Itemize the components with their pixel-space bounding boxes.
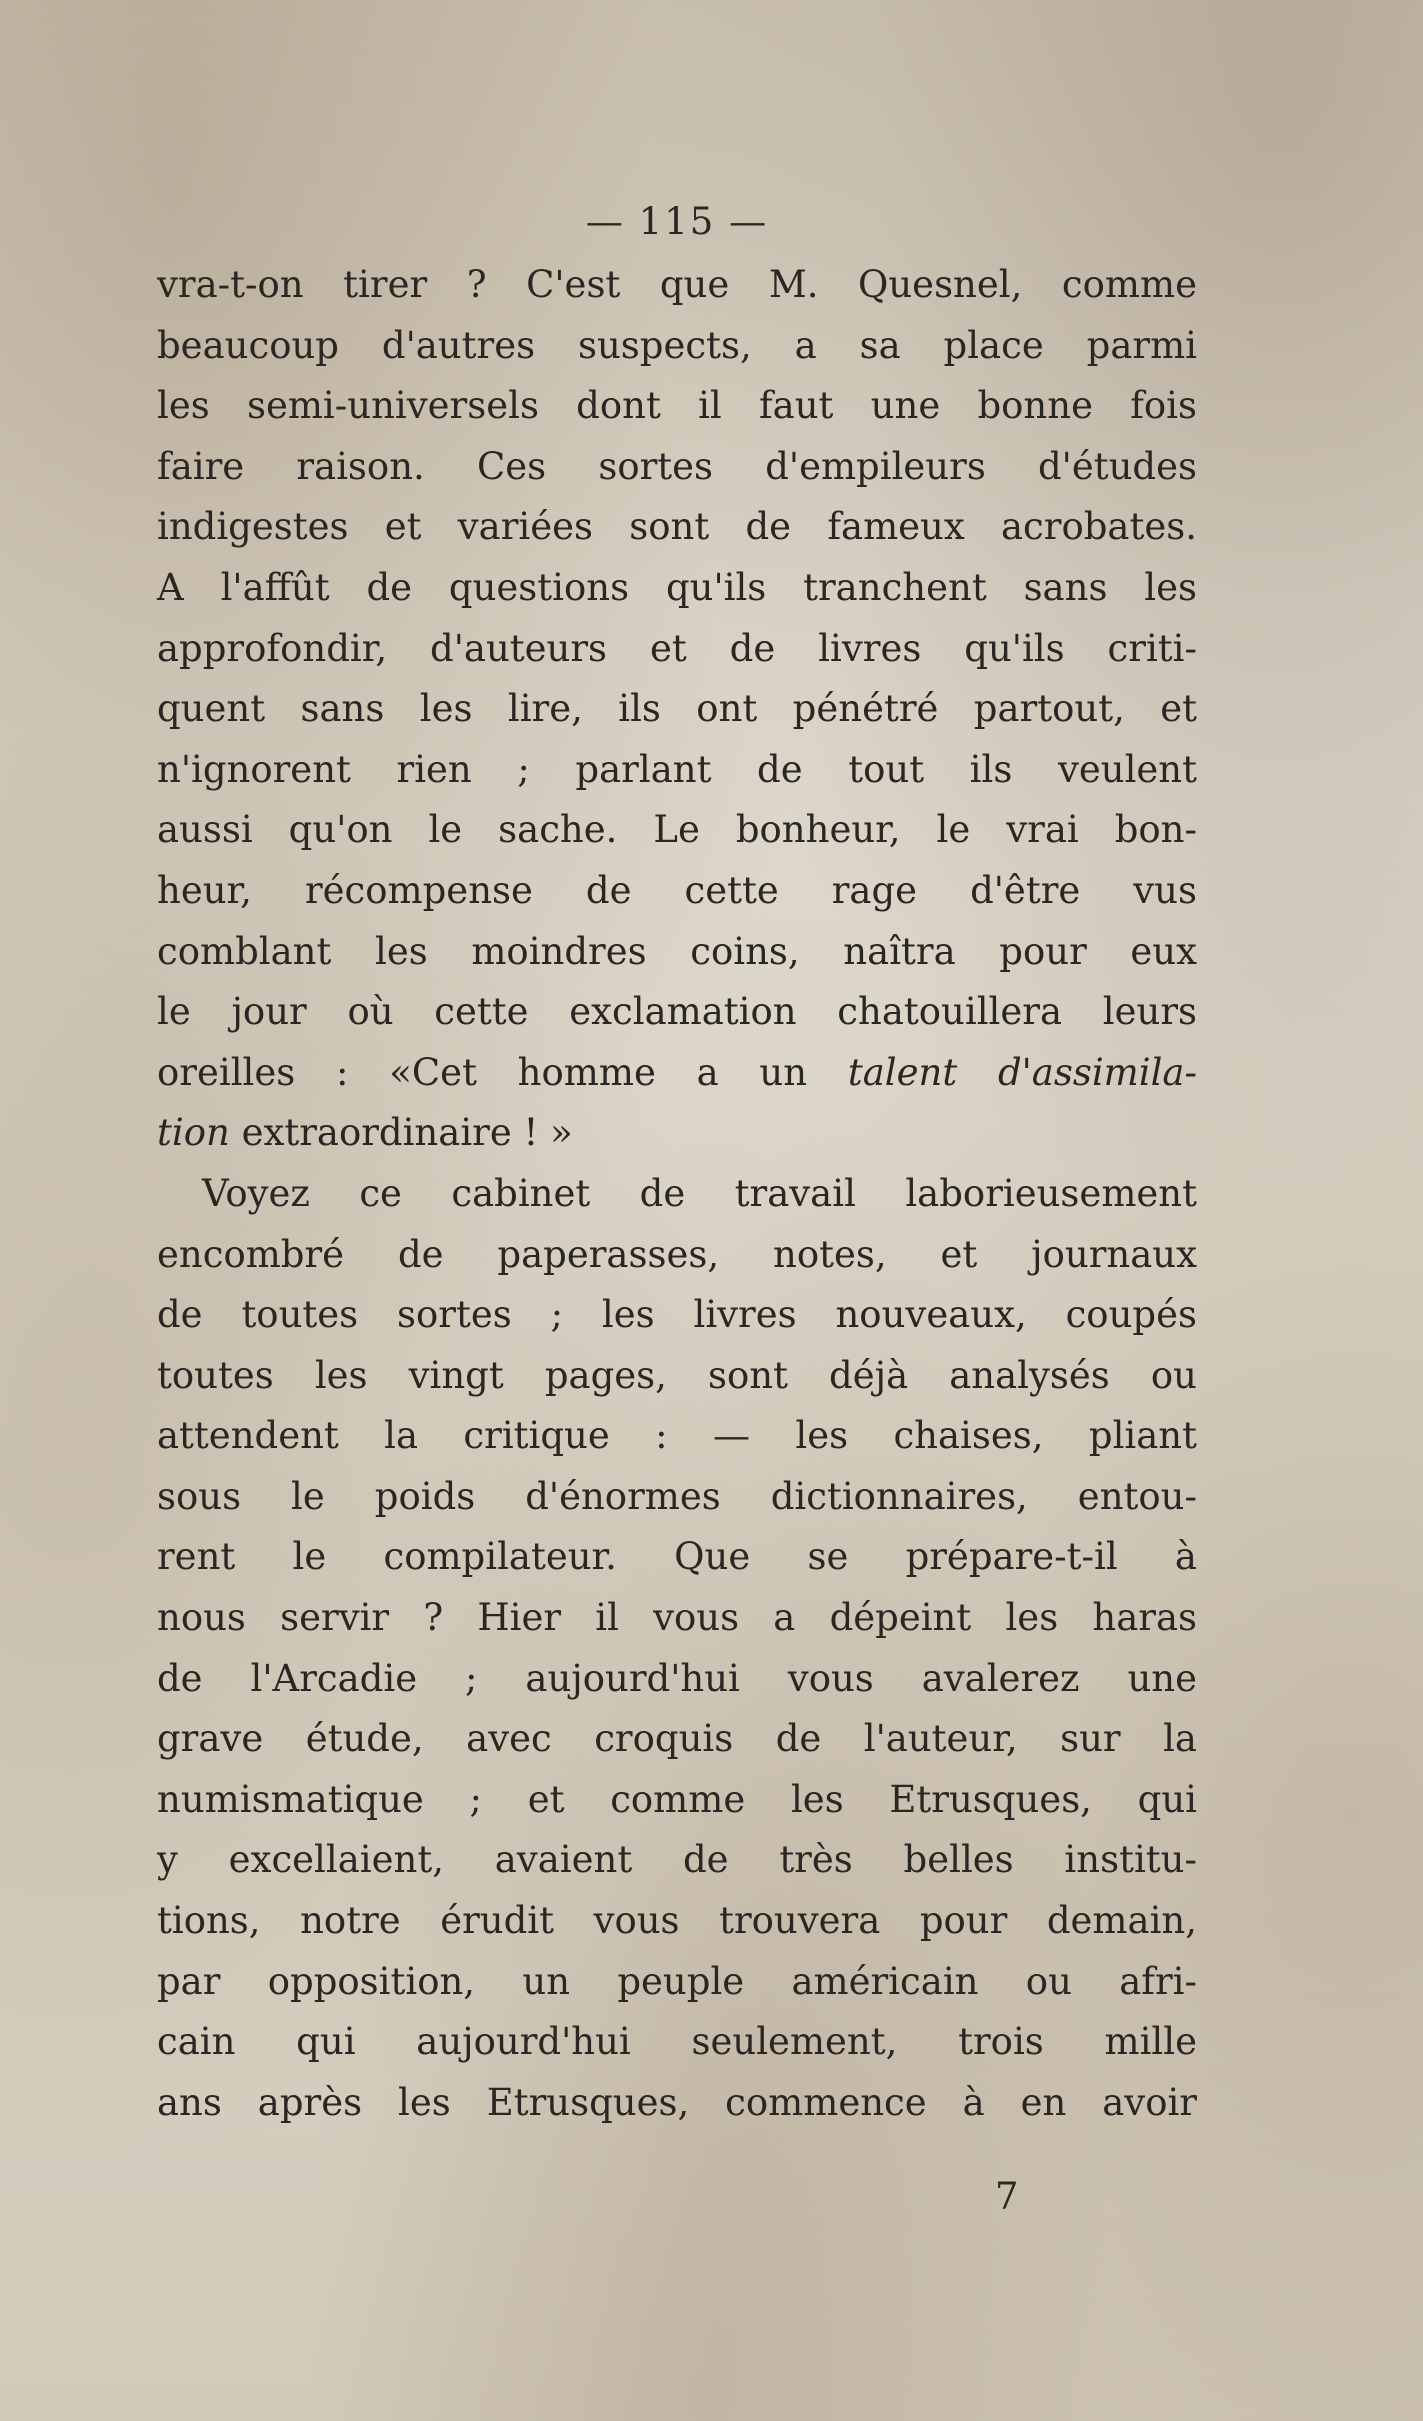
italic-phrase-end: tion — [157, 1111, 230, 1155]
text-line: ans après les Etrusques, commence à en avoir — [157, 2080, 1197, 2124]
text-line: vra-t-on tirer ? C'est que M. Quesnel, comme — [157, 263, 1197, 306]
text-line: indigestes et variées sont de fameux acrobates. — [157, 505, 1197, 549]
text-line-prefix: oreilles : «Cet homme a un — [157, 1050, 848, 1094]
text-line: approfondir, d'auteurs et de livres qu'ils criti- — [157, 626, 1197, 670]
text-line: toutes les vingt pages, sont déjà analysés ou — [157, 1353, 1197, 1397]
text-line-with-italic — [157, 1043, 1197, 1104]
italic-phrase: talent d'assimila- — [847, 1050, 1197, 1094]
text-line: de l'Arcadie ; aujourd'hui vous avalerez une — [157, 1656, 1197, 1700]
signature-mark: 7 — [995, 2175, 1019, 2218]
text-line: beaucoup d'autres suspects, a sa place parmi — [157, 323, 1197, 367]
text-line: grave étude, avec croquis de l'auteur, sur la — [157, 1717, 1197, 1761]
text-line: heur, récompense de cette rage d'être vus — [157, 868, 1197, 912]
text-line: rent le compilateur. Que se prépare-t-il à — [157, 1535, 1197, 1579]
text-line: le jour où cette exclamation chatouillera leurs — [157, 990, 1197, 1034]
text-line: sous le poids d'énormes dictionnaires, entou- — [157, 1474, 1197, 1518]
text-line: tions, notre érudit vous trouvera pour demain, — [157, 1899, 1197, 1943]
text-line: y excellaient, avaient de très belles institu- — [157, 1838, 1197, 1882]
text-line-with-italic — [157, 1103, 1197, 1164]
text-line: les semi-universels dont il faut une bonne fois — [157, 384, 1197, 428]
text-line: comblant les moindres coins, naîtra pour eux — [157, 929, 1197, 973]
text-line-suffix: extraordinaire ! » — [229, 1111, 573, 1155]
page-number: — 115 — — [585, 200, 769, 243]
text-line: n'ignorent rien ; parlant de tout ils veulent — [157, 747, 1197, 791]
text-line: A l'affût de questions qu'ils tranchent sans les — [157, 565, 1197, 609]
text-line: cain qui aujourd'hui seulement, trois mille — [157, 2020, 1197, 2064]
text-line: encombré de paperasses, notes, et journaux — [157, 1232, 1197, 1276]
text-line: aussi qu'on le sache. Le bonheur, le vrai bon- — [157, 808, 1197, 852]
text-line: faire raison. Ces sortes d'empileurs d'études — [157, 444, 1197, 488]
text-line: attendent la critique : — les chaises, pliant — [157, 1414, 1197, 1458]
text-line: quent sans les lire, ils ont pénétré partout, et — [157, 687, 1197, 731]
page-text — [157, 200, 1197, 2133]
paragraph-start-line: Voyez ce cabinet de travail laborieusement — [202, 1171, 1197, 1215]
text-line: par opposition, un peuple américain ou afri- — [157, 1959, 1197, 2003]
text-line: nous servir ? Hier il vous a dépeint les haras — [157, 1596, 1197, 1640]
text-line: numismatique ; et comme les Etrusques, qui — [157, 1777, 1197, 1821]
text-line: de toutes sortes ; les livres nouveaux, coupés — [157, 1293, 1197, 1337]
